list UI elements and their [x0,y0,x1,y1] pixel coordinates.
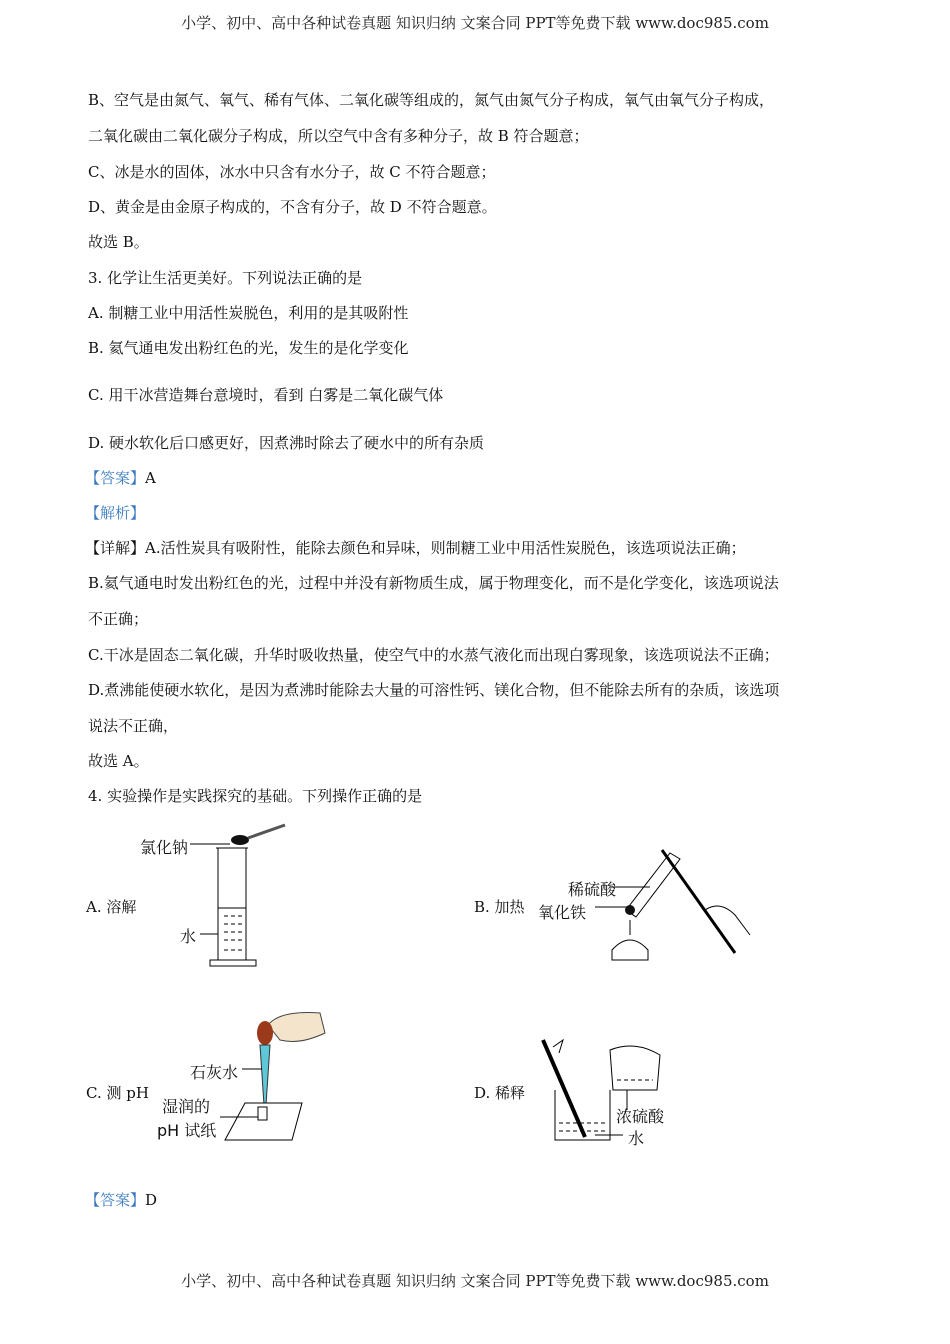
figure-d-label: D. 稀释 [474,1084,526,1102]
question-3: 3. 化学让生活更美好。下列说法正确的是 [88,269,363,287]
detail-line: B.氦气通电时发出粉红色的光，过程中并没有新物质生成，属于物理变化，而不是化学变化，该选项说法 [88,574,779,592]
detail-line: 说法不正确， [88,717,179,735]
page-header: 小学、初中、高中各种试卷真题 知识归纳 文案合同 PPT等免费下载 www.doc985.com [181,14,769,32]
dilution-figure [535,1035,665,1150]
graduated-cylinder-figure [190,820,300,975]
figure-c-text: pH 试纸 [157,1121,217,1140]
option-c: C. 用干冰营造舞台意境时，看到 白雾是二氧化碳气体 [88,386,444,404]
text-line: C、冰是水的固体，冰水中只含有水分子，故 C 不符合题意； [88,163,496,181]
figure-b-text: 氧化铁 [538,903,587,922]
figure-d-text: 水 [628,1129,645,1148]
figure-b-label: B. 加热 [474,898,525,916]
option-b: B. 氦气通电发出粉红色的光，发生的是化学变化 [88,339,409,357]
figure-a-text: 氯化钠 [140,838,189,857]
text-line: 二氧化碳由二氧化碳分子构成，所以空气中含有多种分子，故 B 符合题意； [88,127,589,145]
detail-text: A.活性炭具有吸附性，能除去颜色和异味，则制糖工业中用活性炭脱色，该选项说法正确； [145,539,746,557]
detail-tag: 【详解】 [85,539,146,557]
option-a: A. 制糖工业中用活性炭脱色，利用的是其吸附性 [88,304,409,322]
answer-4 [85,1190,157,1210]
answer-value: A [145,469,156,487]
detail-line: C.干冰是固态二氧化碳，升华时吸收热量，使空气中的水蒸气液化而出现白雾现象，该选项说法不正确； [88,646,779,664]
detail-line: D.煮沸能使硬水软化，是因为煮沸时能除去大量的可溶性钙、镁化合物，但不能除去所有的杂质，该选项 [88,681,780,699]
text-line: B、空气是由氮气、氧气、稀有气体、二氧化碳等组成的，氮气由氮气分子构成，氧气由氧气分子构成， [88,91,775,109]
answer-3 [85,468,156,488]
text-line: D、黄金是由金原子构成的，不含有分子，故 D 不符合题意。 [88,198,497,216]
detail-line [85,538,746,558]
analysis-tag: 【解析】 [85,504,146,522]
answer-value: D [145,1191,158,1209]
figure-c-text: 石灰水 [190,1063,239,1082]
answer-tag: 【答案】 [85,1191,146,1209]
figure-a-label: A. 溶解 [86,898,137,916]
figure-a-text: 水 [180,927,197,946]
answer-tag: 【答案】 [85,469,146,487]
figure-d-text: 浓硫酸 [616,1107,665,1126]
figure-b-text: 稀硫酸 [568,880,617,899]
figure-c-label: C. 测 pH [86,1084,149,1102]
text-line: 故选 B。 [88,233,149,251]
figure-c-text: 湿润的 [162,1097,211,1116]
option-d: D. 硬水软化后口感更好，因煮沸时除去了硬水中的所有杂质 [88,434,485,452]
page-footer: 小学、初中、高中各种试卷真题 知识归纳 文案合同 PPT等免费下载 www.doc985.com [181,1272,769,1290]
ph-test-figure [220,1005,330,1145]
heating-figure [590,845,755,970]
detail-line: 故选 A。 [88,752,149,770]
question-4: 4. 实验操作是实践探究的基础。下列操作正确的是 [88,787,423,805]
detail-line: 不正确； [88,610,149,628]
